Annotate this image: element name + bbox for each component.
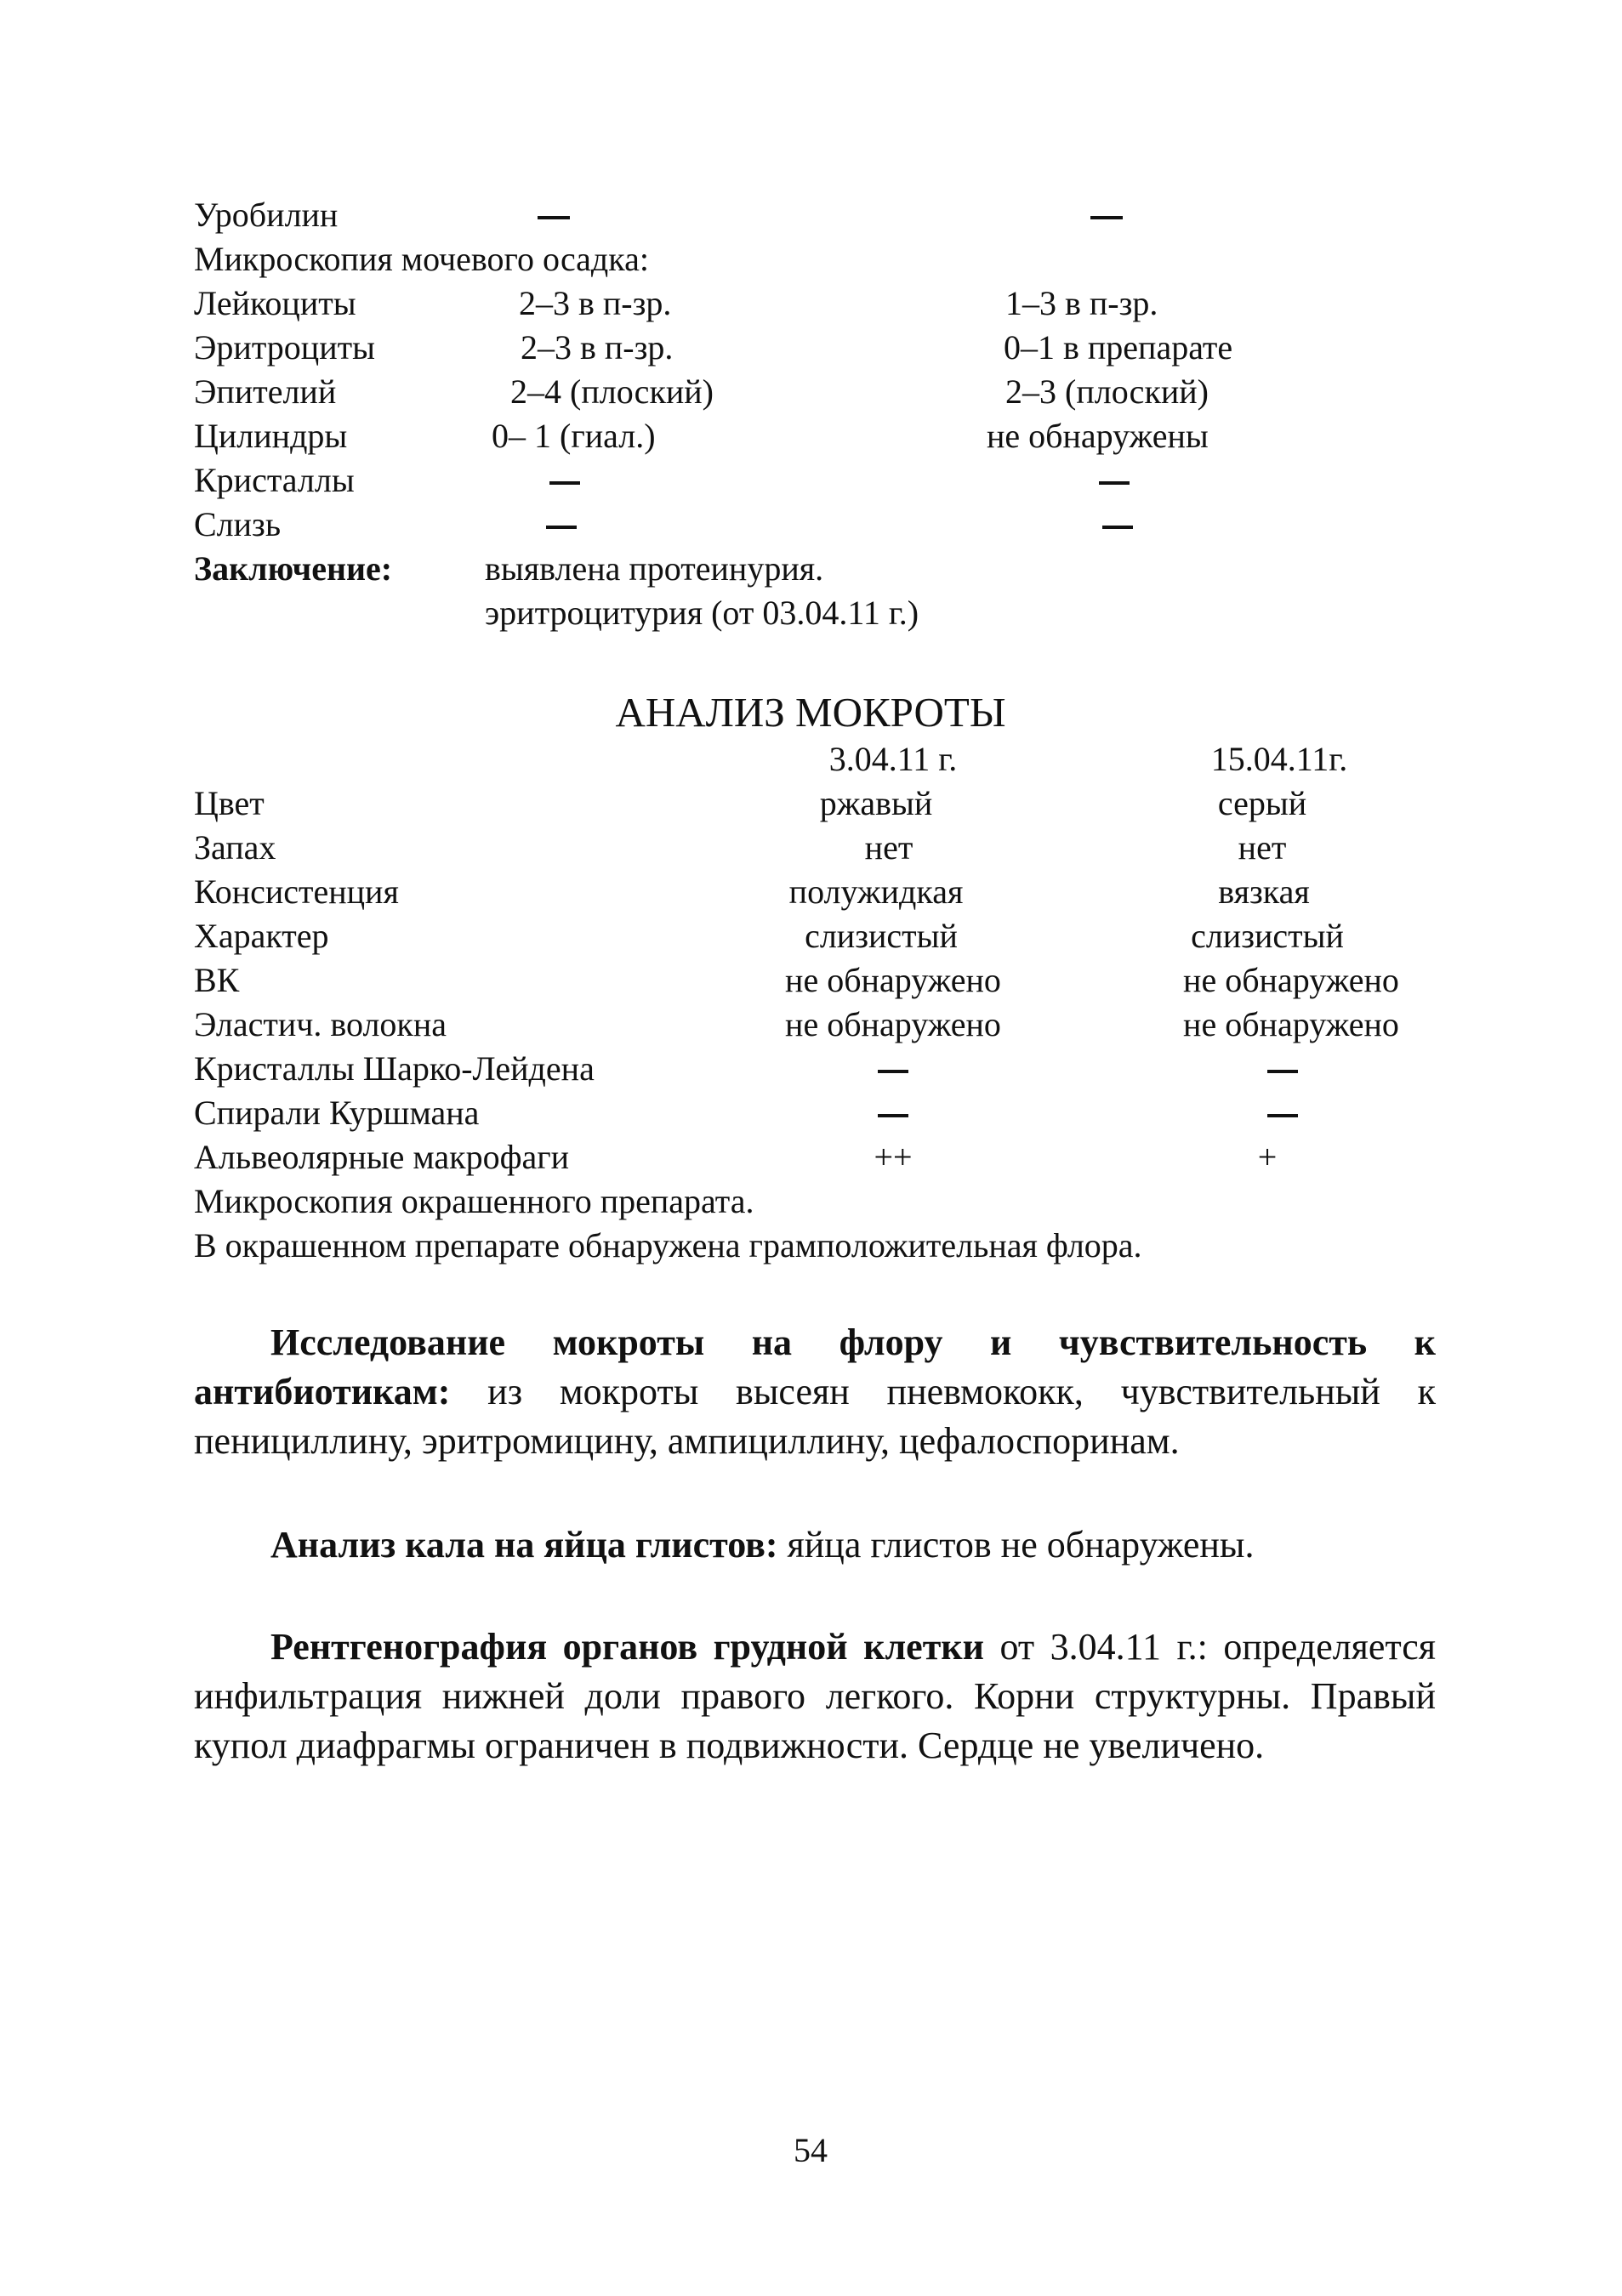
sputum-row-value-2: серый <box>1217 784 1307 822</box>
sputum-row-value-1: ржавый <box>819 784 933 822</box>
xray-heading: Рентгенография органов грудной клетки <box>270 1626 985 1668</box>
sputum-row-label: Характер <box>194 917 329 955</box>
urine-row-value-1: 2–3 в п-зр. <box>521 328 674 367</box>
sputum-row-value-1: ++ <box>874 1138 913 1176</box>
sputum-section-title: АНАЛИЗ МОКРОТЫ <box>615 689 1006 736</box>
sputum-row-label: Консистенция <box>194 872 399 911</box>
urine-row-value-2: 1–3 в п-зр. <box>1005 284 1158 322</box>
urobilin-label: Уробилин <box>194 196 339 234</box>
sputum-flora-line: В окрашенном препарате обнаружена грамположительная флора. <box>194 1226 1142 1265</box>
sputum-row-value-2-dash <box>1267 1114 1298 1117</box>
sputum-row-label: ВК <box>194 961 240 999</box>
sputum-row-label: Цвет <box>194 784 265 822</box>
urine-row-label: Кристаллы <box>194 461 355 499</box>
sputum-row-value-2: вязкая <box>1218 872 1310 911</box>
sputum-row-label: Спирали Куршмана <box>194 1094 480 1132</box>
sputum-row-label: Кристаллы Шарко-Лейдена <box>194 1049 595 1088</box>
urine-row-value-1: 0– 1 (гиал.) <box>492 417 656 455</box>
urobilin-value-1-dash <box>538 216 570 219</box>
culture-heading: Исследование мокроты на флору и чувствительность к антибиотикам: <box>194 1321 1436 1412</box>
xray-text: от 3.04.11 г.: определяется инфильтрация нижней доли правого легкого. Корни структурны. Правый купол диафрагмы ограничен в подвижности. Сердце не увеличено. <box>194 1626 1436 1766</box>
urine-row-value-1-dash <box>546 526 577 529</box>
sputum-row-value-1: не обнаружено <box>785 961 1001 999</box>
sputum-row-value-2: не обнаружено <box>1183 961 1399 999</box>
sputum-row-label: Альвеолярные макрофаги <box>194 1138 570 1176</box>
stool-paragraph <box>194 1520 1436 1570</box>
conclusion-line-2: эритроцитурия (от 03.04.11 г.) <box>485 594 919 632</box>
xray-paragraph <box>194 1623 1436 1770</box>
page-number: 54 <box>794 2131 828 2169</box>
urine-row-value-1: 2–3 в п-зр. <box>519 284 672 322</box>
urine-row-value-2: 2–3 (плоский) <box>1005 372 1209 411</box>
stool-heading: Анализ кала на яйца глистов: <box>270 1524 778 1566</box>
urine-row-label: Лейкоциты <box>194 284 356 322</box>
urine-microscopy-heading: Микроскопия мочевого осадка: <box>194 240 649 278</box>
stool-text: яйца глистов не обнаружены. <box>777 1524 1255 1566</box>
conclusion-label: Заключение: <box>194 549 393 588</box>
urine-row-value-1-dash <box>549 481 580 485</box>
sputum-date-column-2: 15.04.11г. <box>1210 740 1348 778</box>
sputum-row-value-2: + <box>1257 1138 1278 1176</box>
conclusion-line-1: выявлена протеинурия. <box>485 549 824 588</box>
urine-row-value-2-dash <box>1102 526 1133 529</box>
culture-text: из мокроты высеян пневмококк, чувствительный к пенициллину, эритромицину, ампициллину, цефалоспоринам. <box>194 1371 1436 1462</box>
sputum-microscopy-line: Микроскопия окрашенного препарата. <box>194 1182 754 1220</box>
urine-row-label: Эритроциты <box>194 328 375 367</box>
sputum-row-value-2: нет <box>1238 828 1287 867</box>
sputum-date-column-1: 3.04.11 г. <box>828 740 958 778</box>
sputum-row-value-1-dash <box>878 1070 908 1073</box>
urine-row-label: Эпителий <box>194 372 337 411</box>
sputum-row-value-1: полужидкая <box>788 872 964 911</box>
sputum-row-value-2-dash <box>1267 1070 1298 1073</box>
urine-row-label: Цилиндры <box>194 417 348 455</box>
urine-row-value-2: 0–1 в препарате <box>1004 328 1233 367</box>
sputum-row-value-2: слизистый <box>1191 917 1344 955</box>
urine-row-value-2-dash <box>1099 481 1130 485</box>
sputum-row-value-2: не обнаружено <box>1183 1005 1399 1043</box>
sputum-row-label: Запах <box>194 828 276 867</box>
sputum-row-value-1-dash <box>878 1114 908 1117</box>
urine-row-label: Слизь <box>194 505 282 543</box>
sputum-row-label: Эластич. волокна <box>194 1005 447 1043</box>
sputum-row-value-1: не обнаружено <box>785 1005 1001 1043</box>
culture-paragraph <box>194 1318 1436 1466</box>
urine-row-value-1: 2–4 (плоский) <box>510 372 714 411</box>
urobilin-value-2-dash <box>1090 216 1123 219</box>
sputum-row-value-1: нет <box>864 828 913 867</box>
sputum-row-value-1: слизистый <box>805 917 958 955</box>
urine-row-value-2: не обнаружены <box>987 417 1209 455</box>
